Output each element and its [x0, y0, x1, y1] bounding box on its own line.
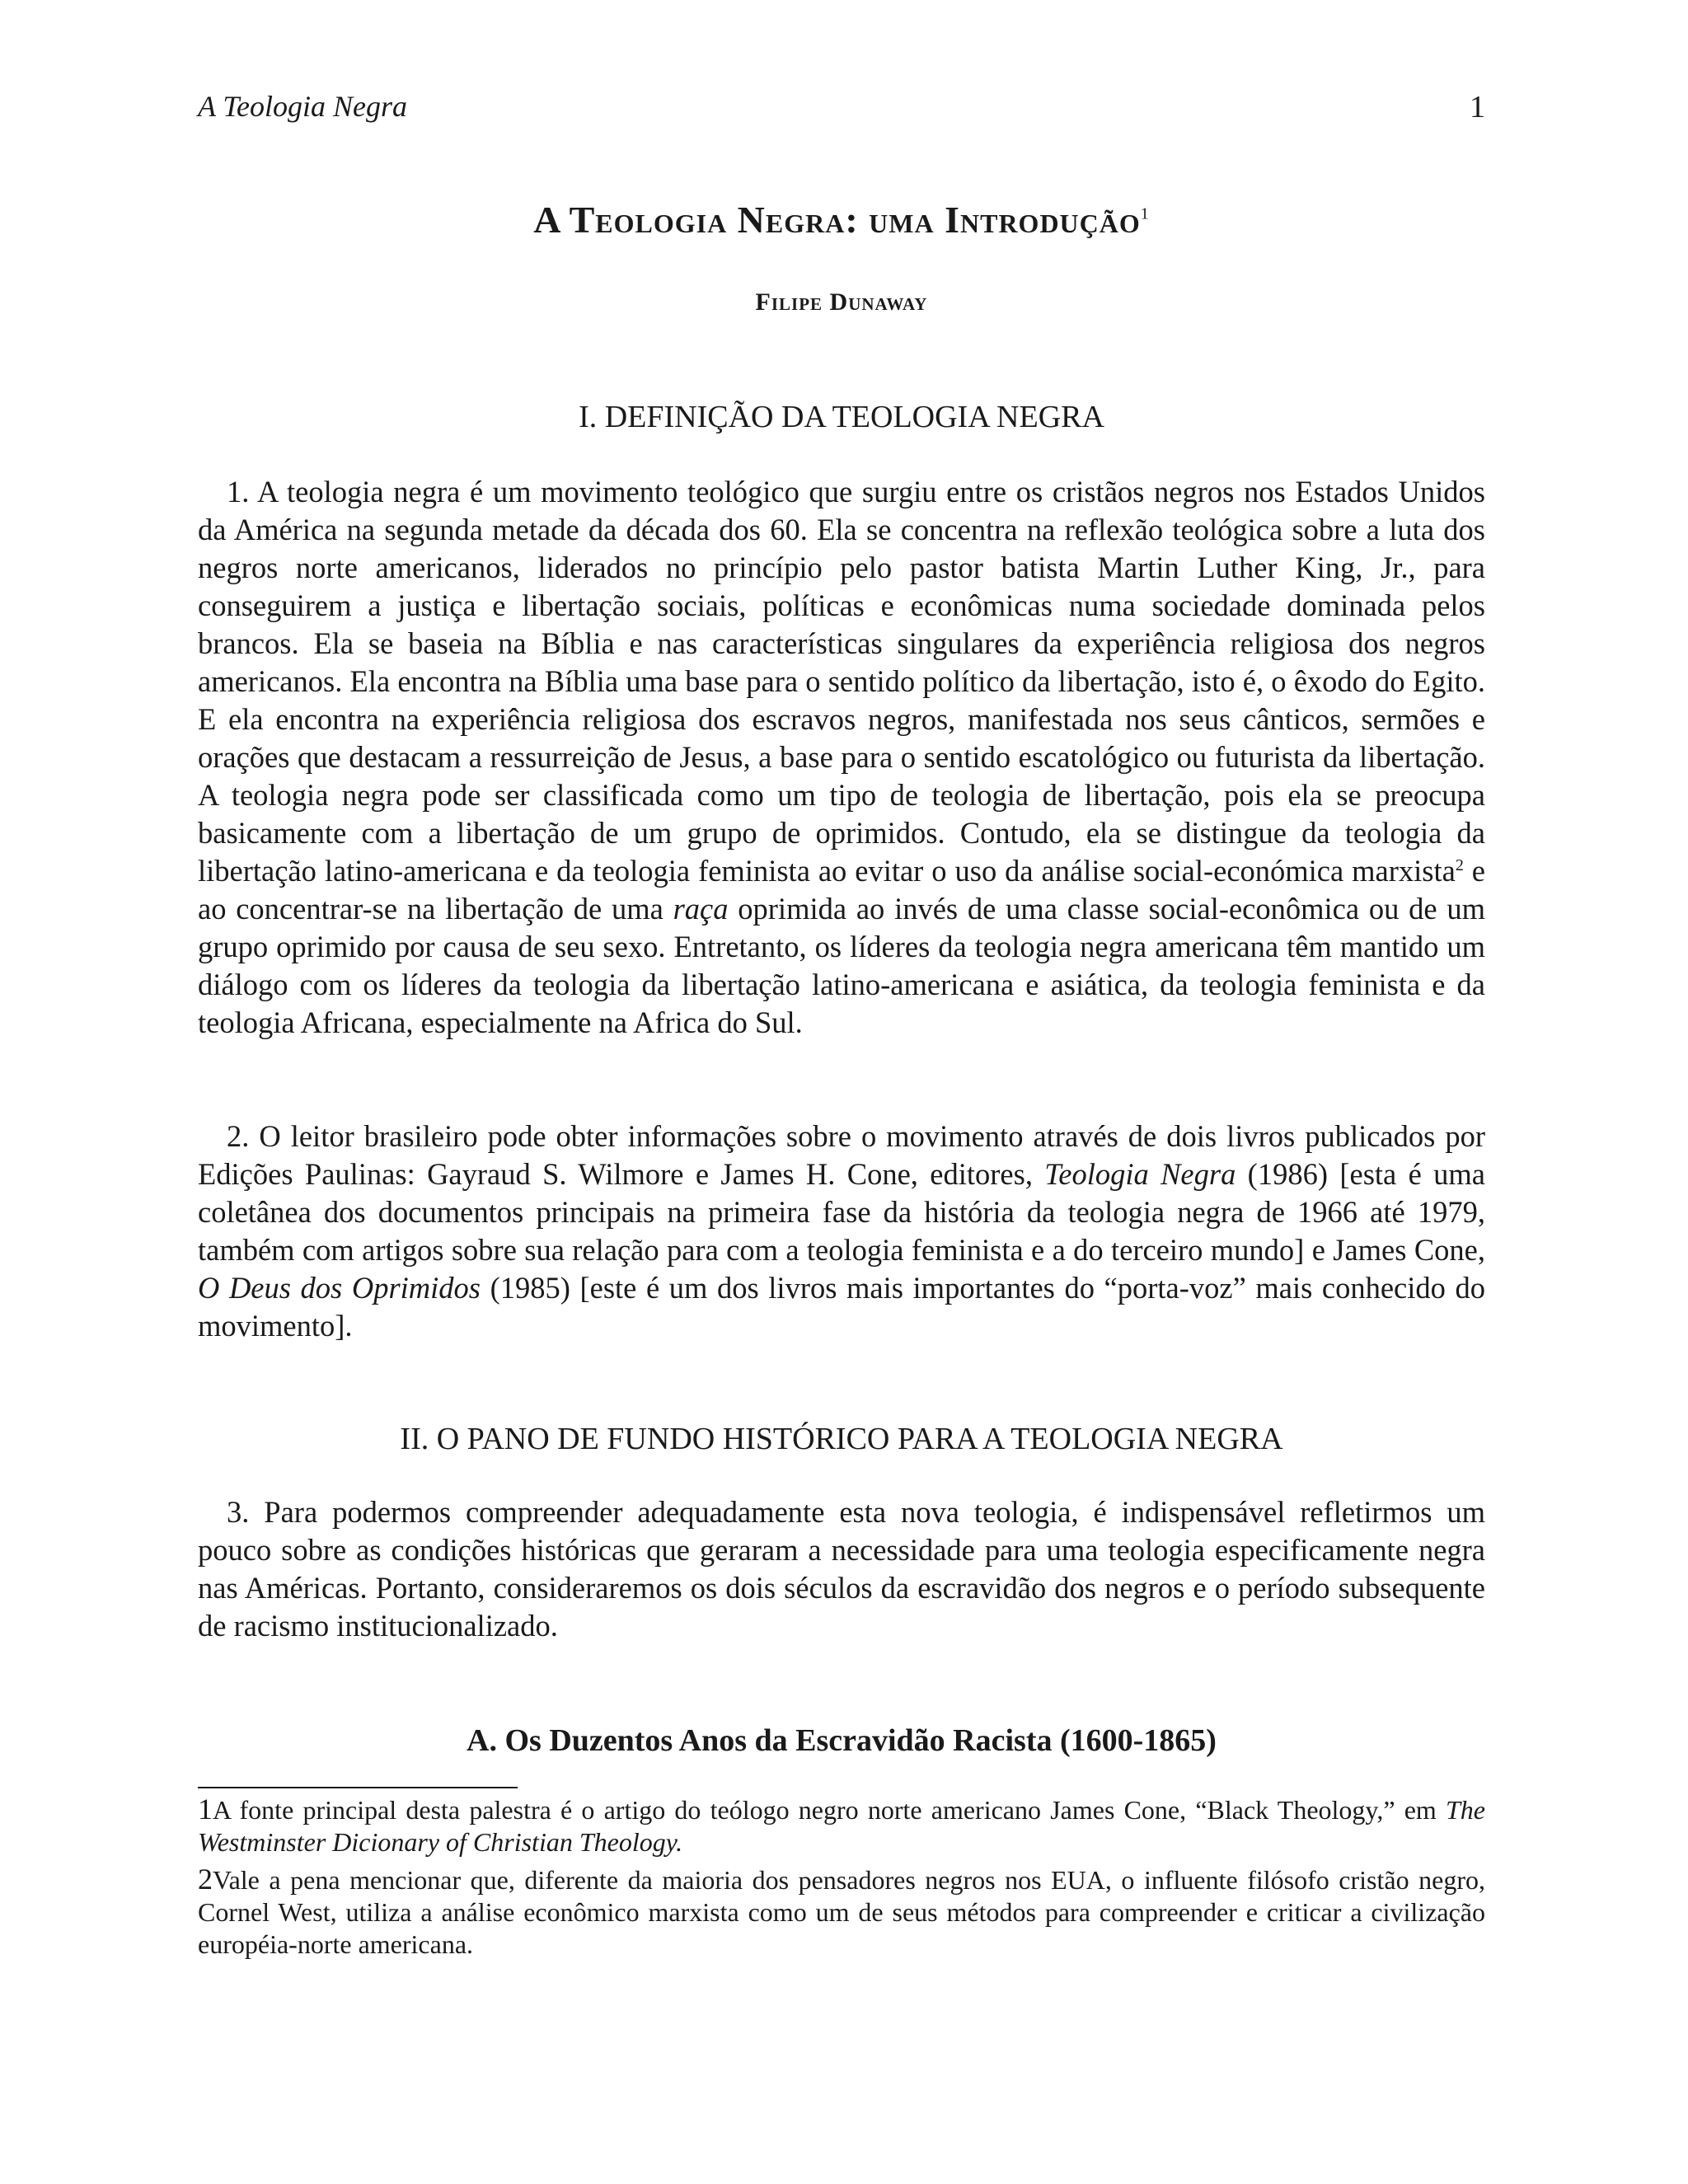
footnote-1: [198, 1793, 1485, 1858]
footnote-1-text: A fonte principal desta palestra é o artigo do teólogo negro norte americano James Cone, “Black Theology,” em: [213, 1795, 1446, 1825]
running-title: A Teologia Negra: [198, 90, 408, 123]
paragraph-1-text-b: e ao concentrar-se na libertação de uma: [198, 854, 1485, 926]
title-footnote-mark[interactable]: 1: [1140, 204, 1150, 223]
book-title-deus-dos-oprimidos: O Deus dos Oprimidos: [198, 1271, 481, 1305]
paragraph-1-text-a: 1. A teologia negra é um movimento teológico que surgiu entre os cristãos negros nos Estados Unidos da América na segunda metade da década dos 60. Ela se concentra na reflexão teológica sobre a luta dos negros norte americanos, liderados no princípio pelo pastor batista Martin Luther King, Jr., para conseguirem a justiça e libertação sociais, políticas e econômicas numa sociedade dominada pelos brancos. Ela se baseia na Bíblia e nas características singulares da experiência religiosa dos negros americanos. Ela encontra na Bíblia uma base para o sentido político da libertação, isto é, o êxodo do Egito. E ela encontra na experiência religiosa dos escravos negros, manifestada nos seus cânticos, sermões e orações que destacam a ressurreição de Jesus, a base para o sentido escatológico ou futurista da libertação. A teologia negra pode ser classificada como um tipo de teologia de libertação, pois ela se preocupa basicamente com a libertação de um grupo de oprimidos. Contudo, ela se distingue da teologia da libertação latino-americana e da teologia feminista ao evitar o uso da análise social-económica marxista: [198, 475, 1485, 888]
subsection-heading-a: A. Os Duzentos Anos da Escravidão Racista (1600-1865): [467, 1723, 1217, 1758]
paragraph-2-text-b: (1986) [esta é uma coletânea dos documentos principais na primeira fase da história da teologia negra de 1966 até 1979, também com artigos sobre sua relação para com a teologia feminista e a do terceiro mundo] e James Cone,: [198, 1157, 1485, 1267]
italic-word-raca: raça: [673, 892, 729, 926]
author-name: Filipe Dunaway: [755, 288, 928, 316]
page-number: 1: [1470, 90, 1485, 124]
footnote-divider: [198, 1787, 518, 1788]
footnote-2-number: 2: [198, 1863, 213, 1896]
paragraph-2-text-c: (1985) [este é um dos livros mais importantes do “porta-voz” mais conhecido do movimento].: [198, 1271, 1485, 1343]
footnote-1-number: 1: [198, 1793, 213, 1825]
paragraph-3: 3. Para podermos compreender adequadamente esta nova teologia, é indispensável refletirmos um pouco sobre as condições históricas que geraram a necessidade para uma teologia especificamente negra nas Américas. Portanto, consideraremos os dois séculos da escravidão dos negros e o período subsequente de racismo institucionalizado.: [198, 1495, 1485, 1643]
running-header: [198, 89, 1485, 130]
footnotes: [198, 1793, 1485, 1966]
document-title: [198, 198, 1485, 241]
footnote-2: [198, 1863, 1485, 1961]
footnote-mark-2[interactable]: 2: [1455, 855, 1464, 874]
footnote-1-source: The Westminster Dicionary of Christian Theology.: [198, 1795, 1485, 1857]
book-title-teologia-negra: Teologia Negra: [1044, 1157, 1236, 1191]
paragraph-2-text-a: 2. O leitor brasileiro pode obter informações sobre o movimento através de dois livros publicados por Edições Paulinas: Gayraud S. Wilmore e James H. Cone, editores,: [198, 1119, 1485, 1191]
footnote-2-text: Vale a pena mencionar que, diferente da maioria dos pensadores negros nos EUA, o influente filósofo cristão negro, Cornel West, utiliza a análise econômico marxista como um de seus métodos para compreender e criticar a civilização européia-norte americana.: [198, 1865, 1485, 1959]
paragraph-2: [198, 1118, 1485, 1345]
title-text: A Teologia Negra: uma Introdução: [533, 199, 1141, 241]
section-heading-1: I. DEFINIÇÃO DA TEOLOGIA NEGRA: [579, 400, 1104, 434]
section-heading-2: II. O PANO DE FUNDO HISTÓRICO PARA A TEOLOGIA NEGRA: [400, 1422, 1283, 1456]
paragraph-1: [198, 473, 1485, 1042]
paragraph-1-text-c: oprimida ao invés de uma classe social-econômica ou de um grupo oprimido por causa de seu sexo. Entretanto, os líderes da teologia negra americana têm mantido um diálogo com os líderes da teologia da libertação latino-americana e asiática, da teologia feminista e da teologia Africana, especialmente na Africa do Sul.: [198, 892, 1485, 1039]
